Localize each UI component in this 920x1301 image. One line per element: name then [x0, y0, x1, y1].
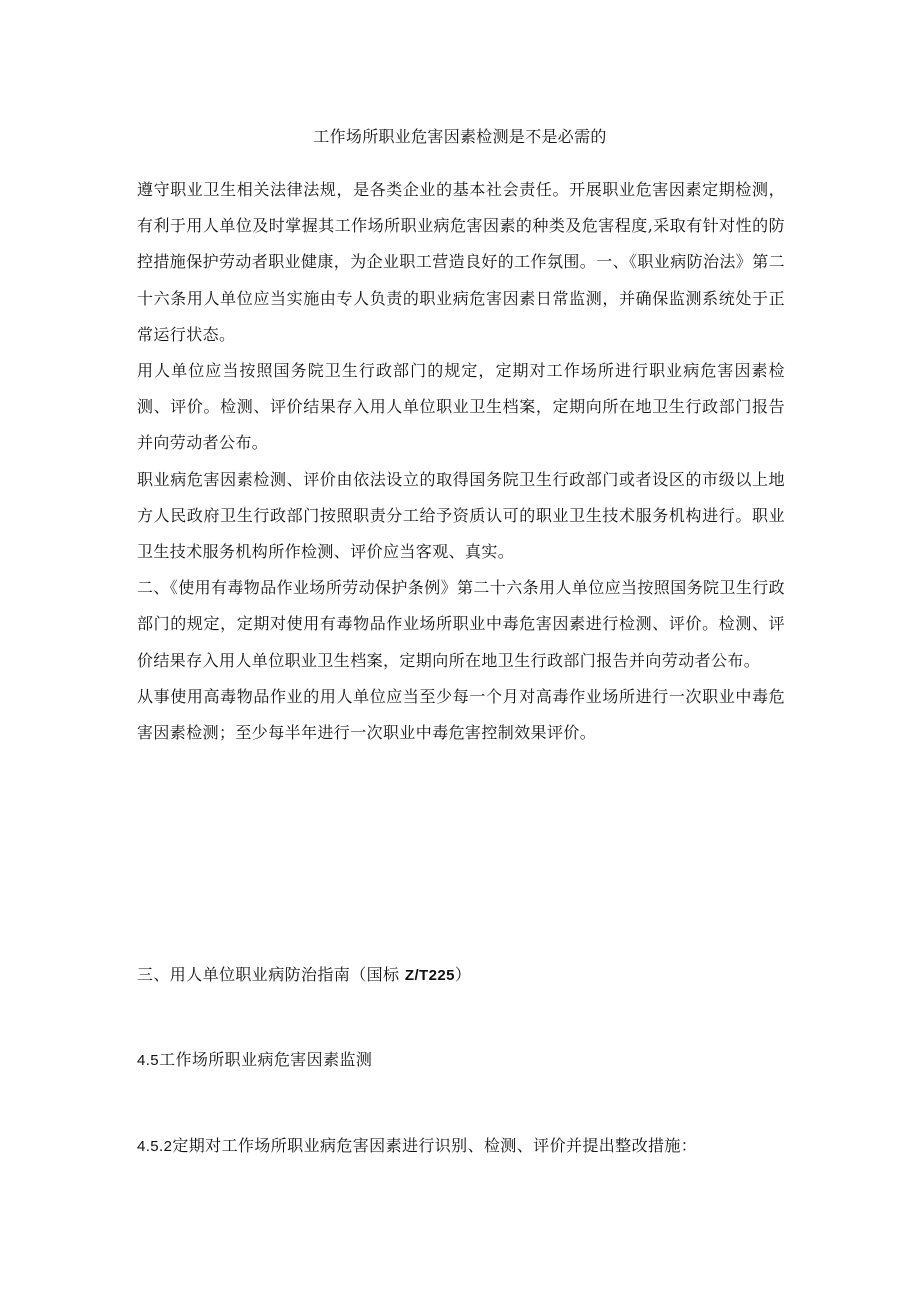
document-title: 工作场所职业危害因素检测是不是必需的 [313, 127, 607, 146]
section-4-5-text: 工作场所职业病危害因素监测 [159, 1050, 373, 1069]
section-4-5-number: 4.5 [137, 1052, 160, 1069]
paragraph-5: 从事使用高毒物品作业的用人单位应当至少每一个月对高毒作业场所进行一次职业中毒危害因素检测；至少每半年进行一次职业中毒危害控制效果评价。 [137, 686, 785, 743]
paragraph-1: 遵守职业卫生相关法律法规，是各类企业的基本社会责任。开展职业危害因素定期检测，有利于用人单位及时掌握其工作场所职业病危害因素的种类及危害程度,采取有针对性的防控措施保护劳动者职业健康，为企业职工营造良好的工作氛围。一、《职业病防治法》第二十六条用人单位应当实施由专人负责的职业病危害因素日常监测，并确保监测系统处于正常运行状态。 [137, 180, 786, 344]
section-4-5-2-text: 定期对工作场所职业病危害因素进行识别、检测、评价并提出整改措施： [172, 1136, 698, 1155]
document-body [137, 172, 785, 751]
paragraph-4: 二、《使用有毒物品作业场所劳动保护条例》第二十六条用人单位应当按照国务院卫生行政部门的规定，定期对使用有毒物品作业场所职业中毒危害因素进行检测、评价。检测、评价结果存入用人单位职业卫生档案，定期向所在地卫生行政部门报告并向劳动者公布。 [137, 578, 786, 670]
section-4-5-2-number: 4.5.2 [137, 1138, 173, 1155]
paragraph-3: 职业病危害因素检测、评价由依法设立的取得国务院卫生行政部门或者设区的市级以上地方人民政府卫生行政部门按照职责分工给予资质认可的职业卫生技术服务机构进行。职业卫生技术服务机构所作检测、评价应当客观、真实。 [137, 469, 785, 562]
section-3-heading [137, 964, 785, 987]
paragraph-2: 用人单位应当按照国务院卫生行政部门的规定，定期对工作场所进行职业病危害因素检测、评价。检测、评价结果存入用人单位职业卫生档案，定期向所在地卫生行政部门报告并向劳动者公布。 [137, 361, 785, 453]
section-3-code: Z/T225 [404, 967, 455, 984]
section-3-suffix: ） [454, 965, 472, 984]
section-4-5-heading [137, 1049, 785, 1072]
section-4-5-2-heading [137, 1135, 785, 1158]
section-3-prefix: 三、用人单位职业病防治指南（国标 [137, 965, 405, 984]
